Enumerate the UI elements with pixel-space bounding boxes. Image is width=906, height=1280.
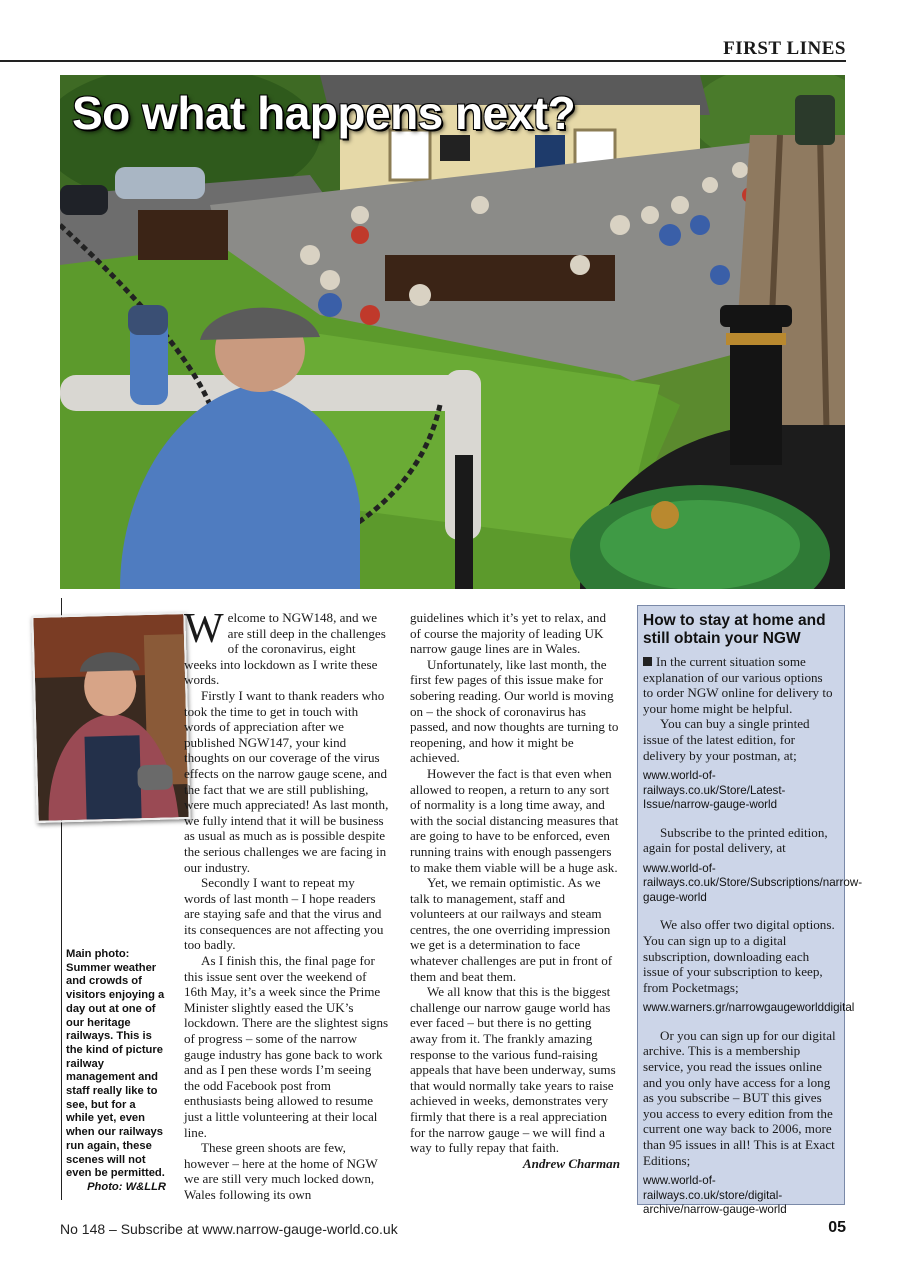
photo-caption — [66, 948, 166, 1195]
article-paragraph: Welcome to NGW148, and we are still deep in the challenges of the coronavirus, eight weeks into lockdown as I write these words. — [184, 606, 386, 688]
main-photo — [60, 75, 845, 589]
article-column-1 — [184, 606, 390, 1203]
portrait-photo — [31, 612, 190, 823]
header-rule — [0, 60, 846, 62]
article-paragraph: These green shoots are few, however – here at the home of NGW we are still very much locked down, Wales following its own — [184, 1140, 378, 1202]
sidebar-paragraph: You can buy a single printed issue of the latest edition, for delivery by your postman, at; — [643, 716, 810, 763]
caption-text: Main photo: Summer weather and crowds of visitors enjoying a day out at one of our heritage railways. This is the kind of picture railway management and staff really like to see, but for a while yet, even when our railways run again, these scenes will not even be permitted. — [66, 948, 165, 1180]
sidebar-paragraph: Subscribe to the printed edition, again for postal delivery, at — [643, 824, 828, 856]
article-paragraph: Secondly I want to repeat my words of last month – I hope readers are staying safe and that the virus and its consequences are not affecting you too badly. — [184, 875, 384, 953]
article-paragraph: We all know that this is the biggest challenge our narrow gauge world has ever faced – but there is no getting away from it. The frankly amazing response to the various fund-raising appeals that have been underway, sums that would normally take years to raise achieved in weeks, demonstrates very firmly that there is a real appreciation for the narrow gauge – we will find a way to fully repay that faith. — [410, 984, 616, 1156]
drop-cap: W — [184, 606, 224, 652]
headline: So what happens next? — [72, 87, 576, 139]
page-number: 05 — [828, 1219, 846, 1236]
sidebar-title: How to stay at home and still obtain your NGW — [643, 612, 826, 647]
sidebar-link[interactable]: www.warners.gr/narrowgaugeworlddigital — [643, 1001, 855, 1015]
article-paragraph: Unfortunately, like last month, the first few pages of this issue make for sobering reading. Our world is moving on – the shock of coronavirus has passed, and now thoughts are turning to reopening, and how it might be achieved. — [410, 656, 619, 766]
bullet-square-icon — [643, 657, 652, 666]
section-title: FIRST LINES — [723, 38, 846, 59]
article-paragraph: Firstly I want to thank readers who took the time to get in touch with words of appreciation after we published NGW147, your kind thoughts on our coverage of the virus effects on the narrow gauge scene, and the fact that we are still publishing, were much appreciated! As last month, we fully intend that it will be business as usual as much as is possible despite the serious challenges we are facing in our industry. — [184, 687, 389, 875]
author-signature: Andrew Charman — [522, 1155, 620, 1171]
article-column-2 — [410, 610, 620, 1171]
sidebar-paragraph: We also offer two digital options. You can sign up to a digital subscription, downloading each issue of your subscription to keep, from Pocketmags; — [643, 917, 835, 995]
article-paragraph: guidelines which it’s yet to relax, and of course the majority of leading UK narrow gauge lines are in Wales. — [410, 610, 606, 657]
sidebar-box — [637, 605, 863, 1217]
sidebar-paragraph: In the current situation some explanation of our various options to order NGW online for delivery to your home might be helpful. — [643, 654, 833, 716]
sidebar-link[interactable]: www.world-of-railways.co.uk/store/digital-archive/narrow-gauge-world — [643, 1174, 787, 1217]
footer-text: No 148 – Subscribe at www.narrow-gauge-world.co.uk — [60, 1221, 398, 1237]
caption-credit: Photo: W&LLR — [87, 1180, 166, 1193]
sidebar-link[interactable]: www.world-of-railways.co.uk/Store/Subscriptions/narrow-gauge-world — [643, 861, 863, 904]
sidebar-link[interactable]: www.world-of-railways.co.uk/Store/Latest-Issue/narrow-gauge-world — [643, 769, 786, 812]
sidebar-paragraph: Or you can sign up for our digital archive. This is a membership service, you read the issues online and you only have access for a long as you subscribe – BUT this gives you access to every edition from the current one way back to 2006, more than 95 issues in all! This is at Exact Editions; — [643, 1027, 836, 1168]
article-paragraph: However the fact is that even when allowed to reopen, a return to any sort of normality is a long time away, and with the social distancing measures that are going to have to be enforced, even running trains with enough passengers to make them viable will be a huge ask. — [410, 765, 619, 875]
article-paragraph: As I finish this, the final page for this issue sent over the weekend of 16th May, it’s a week since the Prime Minister slightly eased the UK’s lockdown. There are the slightest signs of progress – some of the narrow gauge industry has gone back to work and as I pen these words I’m seeing the odd Facebook post from enthusiasts being allowed to resume just a little volunteering at their local line. — [184, 953, 389, 1140]
article-paragraph: Yet, we remain optimistic. As we talk to management, staff and volunteers at our railways and steam centres, the one overriding impression we get is a determination to face whatever challenges are put in front of them and beat them. — [410, 875, 613, 984]
